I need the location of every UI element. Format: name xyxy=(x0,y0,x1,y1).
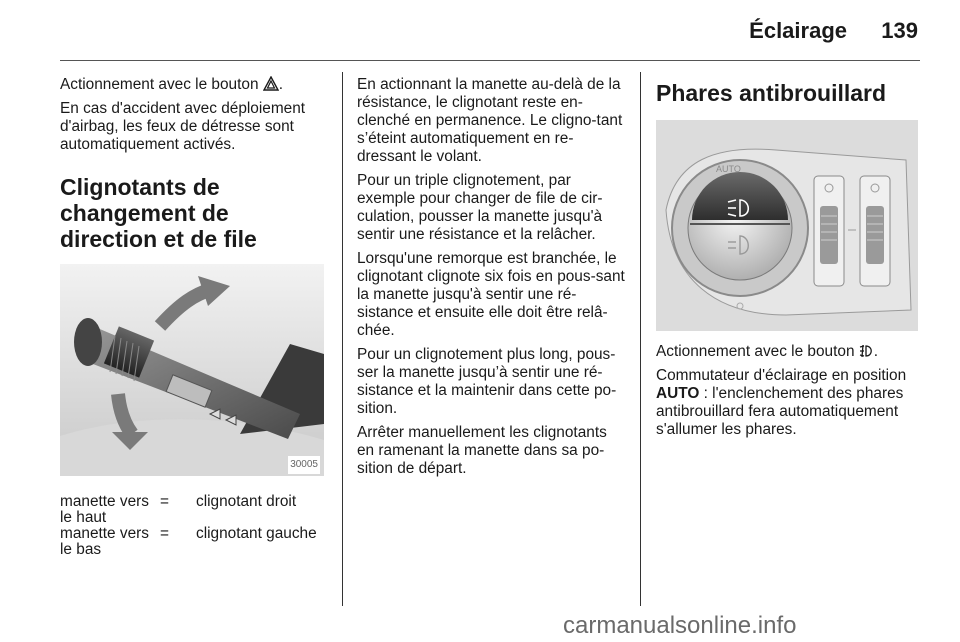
legend-value: clignotant gauche xyxy=(196,525,317,542)
legend-row xyxy=(60,494,317,526)
header-rule xyxy=(60,60,920,61)
figure-number: 30005 xyxy=(288,456,320,474)
auto-position-paragraph: Commutateur d'éclairage en position AUTO : l'enclenchement des phares antibrouillard fera automatiquement s'allumer les phares. xyxy=(656,367,907,438)
header-title: Éclairage xyxy=(749,18,847,43)
legend-term: manette vers le bas xyxy=(60,525,149,558)
body-paragraph: En actionnant la manette au-delà de la résistance, le clignotant reste en-clenché en permanence. Le cligno-tant s’éteint automatiquement en re-dressant le volant. xyxy=(357,76,623,165)
airbag-paragraph: En cas d'accident avec déploiement d'airbag, les feux de détresse sont automatiquement activés. xyxy=(60,100,306,153)
legend-term: manette vers le haut xyxy=(60,493,149,526)
watermark: carmanualsonline.info xyxy=(563,612,797,639)
column-2 xyxy=(357,76,627,484)
turn-signal-lever-figure xyxy=(60,264,324,476)
front-fog-light-icon xyxy=(859,344,874,358)
body-paragraph: Arrêter manuellement les clignotants en ramenant la manette dans sa po-sition de départ. xyxy=(357,424,607,477)
page-number: 139 xyxy=(881,18,918,43)
column-divider-right xyxy=(640,72,641,606)
dial-auto-label: AUTO xyxy=(716,164,741,174)
legend-separator: = xyxy=(160,525,169,542)
auto-label: AUTO xyxy=(656,385,700,402)
body-paragraph: Lorsqu'une remorque est branchée, le clignotant clignote six fois en pous-sant la manette jusqu'à sentir une ré-sistance et ensuite elle doit être relâ-chée. xyxy=(357,250,625,339)
hazard-triangle-icon xyxy=(263,76,279,91)
column-3 xyxy=(656,76,922,445)
legend-separator: = xyxy=(160,493,169,510)
section-heading-fog-lights: Phares antibrouillard xyxy=(656,80,887,106)
legend-value: clignotant droit xyxy=(196,493,297,510)
light-switch-illustration xyxy=(656,120,918,331)
legend-table xyxy=(60,494,317,558)
light-switch-figure xyxy=(656,120,918,331)
body-paragraph: Pour un triple clignotement, par exemple pour changer de file de cir-culation, pousser la manette jusqu'à sentir une résistance et la relâcher. xyxy=(357,172,603,243)
column-divider-left xyxy=(342,72,343,606)
turn-signal-lever-illustration xyxy=(60,264,324,476)
legend-row xyxy=(60,526,317,558)
section-heading-turn-signals: Clignotants de changement de direction et de file xyxy=(60,174,257,252)
column-1 xyxy=(60,76,328,558)
body-paragraph: Pour un clignotement plus long, pous-ser la manette jusqu’à sentir une ré-sistance et la maintenir dans cette po-sition. xyxy=(357,346,617,417)
hazard-paragraph: Actionnement avec le bouton . xyxy=(60,76,284,93)
fog-button-paragraph: Actionnement avec le bouton . xyxy=(656,343,879,360)
